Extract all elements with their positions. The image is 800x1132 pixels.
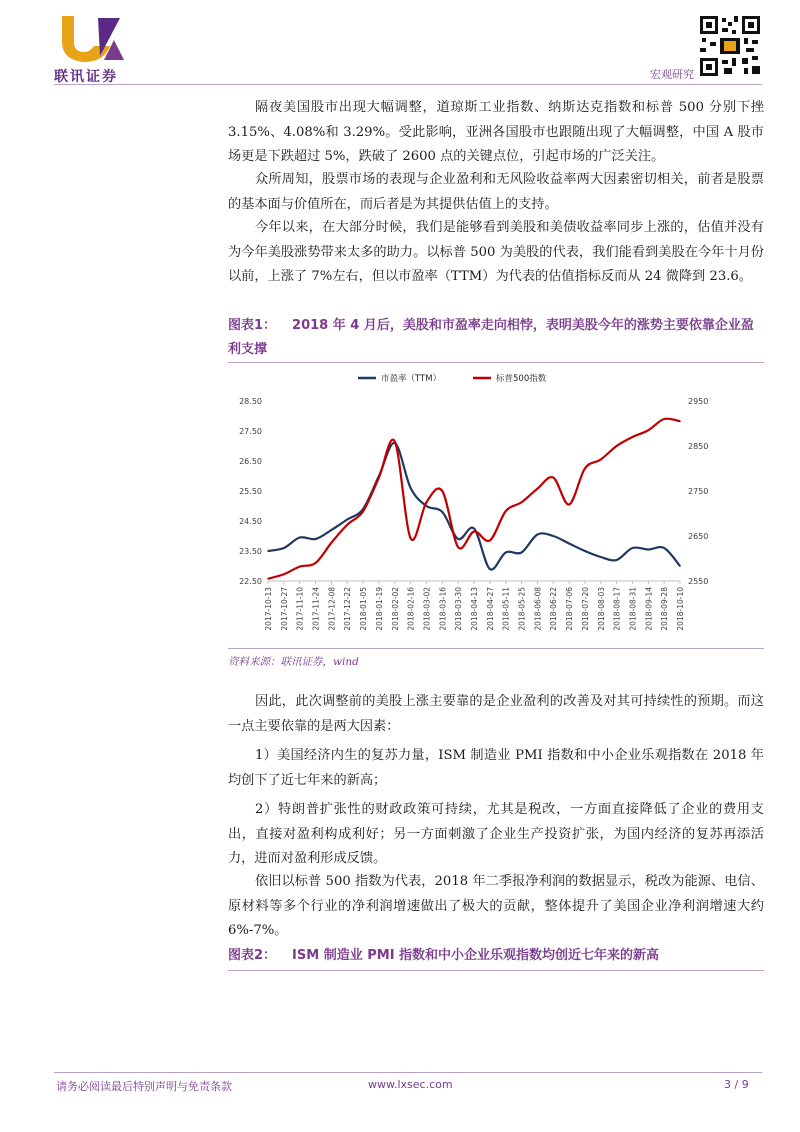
sp500-point [315, 562, 317, 564]
sp500-point [267, 578, 269, 580]
x-tick-label: 2018-02-16 [406, 587, 416, 631]
pe-ratio-point [600, 556, 602, 558]
sp500-point [394, 441, 396, 443]
logo-text: 联讯证券 [54, 69, 118, 85]
x-tick-label: 2017-12-08 [327, 587, 337, 631]
x-tick-label: 2018-07-20 [580, 587, 590, 631]
sp500-point [616, 445, 618, 447]
pe-ratio-point [267, 550, 269, 552]
x-tick-label: 2017-10-13 [264, 587, 273, 631]
page-number: 3 / 9 [724, 1078, 749, 1091]
y-right-tick-label: 2650 [688, 532, 709, 541]
y-left-tick-label: 26.50 [239, 457, 262, 466]
chart-legend [358, 373, 547, 384]
pe-ratio-point [346, 519, 348, 521]
header-divider [54, 84, 762, 85]
sp500-point [346, 524, 348, 526]
sp500-point [457, 546, 459, 548]
pe-ratio-point [489, 568, 491, 570]
sp500-point [600, 459, 602, 461]
x-tick-label: 2018-05-11 [501, 587, 511, 631]
pe-ratio-point [315, 538, 317, 540]
sp500-point [426, 501, 428, 503]
paragraph-valuation: 今年以来，在大部分时候，我们是能够看到美股和美债收益率同步上涨的，估值并没有为今年美股涨势带来太多的助力。以标普 500 为美股的代表，我们能看到美股在今年十月份以前，上涨了 7%左右，但以市盈率（TTM）为代表的估值指标反而从 24 微降到 23.6。 [228, 220, 764, 284]
sp500-point [648, 429, 650, 431]
sp500-point [537, 488, 539, 490]
x-tick-label: 2017-11-10 [295, 587, 305, 631]
figure-2-title [228, 944, 764, 968]
sp500-point [568, 504, 570, 506]
x-tick-label: 2018-08-03 [596, 587, 606, 631]
x-tick-label: 2018-08-31 [628, 587, 638, 631]
figure-2-top-rule [228, 970, 764, 971]
sp500-point [663, 418, 665, 420]
y-right-tick-label: 2750 [688, 487, 709, 496]
pe-ratio-point [457, 538, 459, 540]
sp500-point [521, 501, 523, 503]
sp500-line [268, 419, 680, 579]
x-tick-label: 2018-04-13 [470, 587, 479, 631]
y-left-tick-label: 25.50 [239, 487, 262, 496]
sp500-point [442, 490, 444, 492]
figure-1-bottom-rule [228, 648, 764, 649]
sp500-point [378, 477, 380, 479]
sp500-point [362, 510, 364, 512]
pe-ratio-point [521, 552, 523, 554]
x-tick-label: 2017-12-22 [343, 587, 353, 631]
sp500-point [679, 420, 681, 422]
sp500-point [489, 540, 491, 542]
footer-disclaimer[interactable]: 请务必阅读最后特别声明与免责条款 [56, 1080, 232, 1093]
y-left-tick-label: 23.50 [239, 547, 262, 556]
legend-pe-label: 市盈率（TTM） [381, 374, 442, 384]
pe-ratio-point [568, 543, 570, 545]
figure-1-top-rule [228, 362, 764, 363]
y-right-tick-label: 2850 [688, 442, 709, 451]
pe-ratio-line [268, 443, 680, 570]
x-tick-label: 2018-06-08 [533, 587, 543, 631]
y-right-tick-label: 2950 [688, 397, 709, 406]
pe-ratio-point [442, 511, 444, 513]
pe-ratio-point [552, 535, 554, 537]
x-tick-label: 2018-04-27 [485, 587, 495, 631]
sp500-point [410, 537, 412, 539]
y-left-tick-label: 28.50 [239, 397, 262, 406]
pe-ratio-point [537, 534, 539, 536]
pe-ratio-point [410, 487, 412, 489]
x-tick-label: 2018-06-22 [549, 587, 559, 631]
pe-ratio-point [663, 547, 665, 549]
paragraph-factor-1: 1）美国经济内生的复苏力量，ISM 制造业 PMI 指数和中小企业乐观指数在 2018 年均创下了近七年来的新高； [228, 748, 764, 788]
pe-ratio-point [584, 550, 586, 552]
figure-1-source: 资料来源：联讯证券，wind [228, 656, 359, 668]
figure-1-title [228, 314, 764, 362]
pe-ratio-point [679, 565, 681, 567]
sp500-point [331, 542, 333, 544]
qr-code-icon [698, 14, 762, 78]
x-tick-label: 2018-05-25 [517, 587, 527, 631]
x-tick-label: 2017-11-24 [311, 587, 321, 631]
y-left-tick-label: 27.50 [239, 427, 262, 436]
pe-vs-sp500-chart [228, 364, 764, 642]
paragraph-conclusion: 因此，此次调整前的美股上涨主要靠的是企业盈利的改善及对其可持续性的预期。而这一点主要依靠的是两大因素： [228, 694, 764, 734]
paragraph-factor-2: 2）特朗普扩张性的财政政策可持续，尤其是税改，一方面直接降低了企业的费用支出，直接对盈利构成利好；另一方面刺激了企业生产投资扩张，为国内经济的复苏再添活力，进而对盈利形成反馈。 [228, 802, 764, 866]
sp500-point [584, 468, 586, 470]
x-tick-label: 2018-03-30 [454, 587, 464, 631]
pe-ratio-point [473, 528, 475, 530]
pe-ratio-point [648, 549, 650, 551]
chart-series [267, 418, 681, 579]
section-label: 宏观研究 [650, 68, 694, 81]
x-tick-label: 2018-09-14 [644, 587, 654, 631]
chart-axes [239, 397, 708, 631]
x-tick-label: 2018-01-19 [374, 587, 384, 631]
pe-ratio-point [632, 547, 634, 549]
sp500-point [299, 566, 301, 568]
paragraph-factors: 众所周知，股票市场的表现与企业盈利和无风险收益率两大因素密切相关，前者是股票的基本面与价值所在，而后者是为其提供估值上的支持。 [228, 172, 764, 212]
figure-2-caption: ISM 制造业 PMI 指数和中小企业乐观指数均创近七年来的新高 [292, 948, 660, 963]
x-tick-label: 2018-10-10 [676, 587, 685, 631]
x-tick-label: 2018-03-16 [438, 587, 448, 631]
page-header [0, 0, 800, 90]
x-tick-label: 2018-07-06 [565, 587, 575, 631]
y-left-tick-label: 22.50 [239, 577, 262, 586]
lianxun-logo-icon [54, 12, 126, 68]
pe-ratio-point [331, 529, 333, 531]
sp500-point [473, 531, 475, 533]
x-tick-label: 2018-01-05 [359, 587, 369, 631]
figure-1-caption: 2018 年 4 月后，美股和市盈率走向相悖，表明美股今年的涨势主要依靠企业盈利支撑 [228, 318, 754, 357]
figure-2-label: 图表2： [228, 948, 277, 963]
x-tick-label: 2018-03-02 [422, 587, 432, 631]
legend-sp500-label: 标普500指数 [496, 374, 547, 384]
sp500-point [552, 477, 554, 479]
x-tick-label: 2017-10-27 [279, 587, 289, 631]
pe-ratio-point [616, 559, 618, 561]
footer-url-link[interactable]: www.lxsec.com [368, 1078, 453, 1091]
paragraph-earnings: 依旧以标普 500 指数为代表，2018 年二季报净利润的数据显示，税改为能源、电信、原材料等多个行业的净利润增速做出了极大的贡献，整体提升了美国企业净利润增速大约 6%-7%。 [228, 874, 764, 938]
sp500-point [505, 510, 507, 512]
x-tick-label: 2018-08-17 [612, 587, 622, 631]
sp500-point [283, 573, 285, 575]
x-tick-label: 2018-09-28 [660, 587, 670, 631]
pe-ratio-point [283, 547, 285, 549]
figure-1-label: 图表1： [228, 318, 277, 333]
footer-divider [54, 1072, 762, 1073]
x-tick-label: 2018-02-02 [390, 587, 400, 631]
y-left-tick-label: 24.50 [239, 517, 262, 526]
pe-ratio-point [299, 537, 301, 539]
sp500-point [632, 436, 634, 438]
paragraph-market-drop: 隔夜美国股市出现大幅调整，道琼斯工业指数、纳斯达克指数和标普 500 分别下挫 3.15%、4.08%和 3.29%。受此影响，亚洲各国股市也跟随出现了大幅调整，中国 A 股市场更是下跌超过 5%，跌破了 2600 点的关键点位，引起市场的广泛关注。 [228, 100, 764, 164]
pe-ratio-point [505, 552, 507, 554]
y-right-tick-label: 2550 [688, 577, 709, 586]
